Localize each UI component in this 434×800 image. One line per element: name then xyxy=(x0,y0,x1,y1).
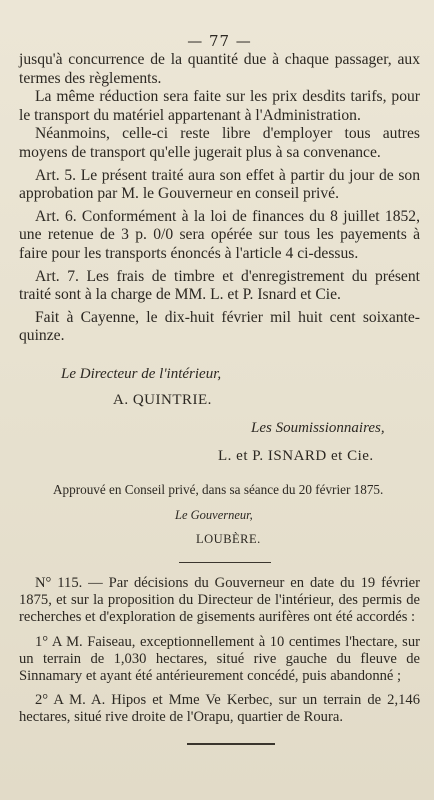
director-name: A. QUINTRIE. xyxy=(113,391,212,408)
approval-note: Approuvé en Conseil privé, dans sa séance du 20 février 1875. xyxy=(53,481,384,497)
signature-block xyxy=(19,366,420,468)
decree-item-1: 1° A M. Faiseau, exceptionnellement à 10 centimes l'hectare, sur un terrain de 1,030 hectares, situé rive gauche du fleuve de Sinnamary et ayant été antérieurement concédé, puis abandonné ; xyxy=(19,633,420,684)
bidders-name: L. et P. ISNARD et Cie. xyxy=(218,447,374,464)
decree-intro: N° 115. — Par décisions du Gouverneur en date du 19 février 1875, et sur la proposition du Directeur de l'intérieur, des permis de recherches et d'exploration de gisements aurifères ont été accordés : xyxy=(19,574,420,626)
governor-name: LOUBÈRE. xyxy=(196,531,261,546)
director-title: Le Directeur de l'intérieur, xyxy=(61,365,222,382)
paragraph-continuation: jusqu'à concurrence de la quantité due à chaque passager, aux termes des règlements. xyxy=(19,51,420,87)
governor-title: Le Gouverneur, xyxy=(175,507,253,522)
section-divider xyxy=(179,562,271,563)
paragraph-nevertheless: Néanmoins, celle-ci reste libre d'employer tous autres moyens de transport qu'elle jugerait plus à sa convenance. xyxy=(19,125,420,161)
decree-item-2: 2° A M. A. Hipos et Mme Ve Kerbec, sur un terrain de 2,146 hectares, situé rive droite de l'Orapu, quartier de Roura. xyxy=(19,692,420,726)
paragraph-article-7: Art. 7. Les frais de timbre et d'enregistrement du présent traité sont à la charge de MM. L. et P. Isnard et Cie. xyxy=(19,267,420,304)
paragraph-article-5: Art. 5. Le présent traité aura son effet à partir du jour de son approbation par M. le Gouverneur en conseil privé. xyxy=(19,166,420,203)
bidders-title: Les Soumissionnaires, xyxy=(251,419,385,436)
paragraph-signed-at: Fait à Cayenne, le dix-huit février mil huit cent soixante-quinze. xyxy=(19,308,420,345)
paragraph-article-6: Art. 6. Conformément à la loi de finances du 8 juillet 1852, une retenue de 3 p. 0/0 sera opérée sur tous les payements à faire pour les transports énoncés à l'article 4 ci-dessus. xyxy=(19,207,420,262)
page-number: — 77 — xyxy=(187,32,252,50)
end-divider xyxy=(187,743,275,745)
paragraph-reduction: La même réduction sera faite sur les prix desdits tarifs, pour le transport du matériel appartenant à l'Administration. xyxy=(19,88,420,124)
